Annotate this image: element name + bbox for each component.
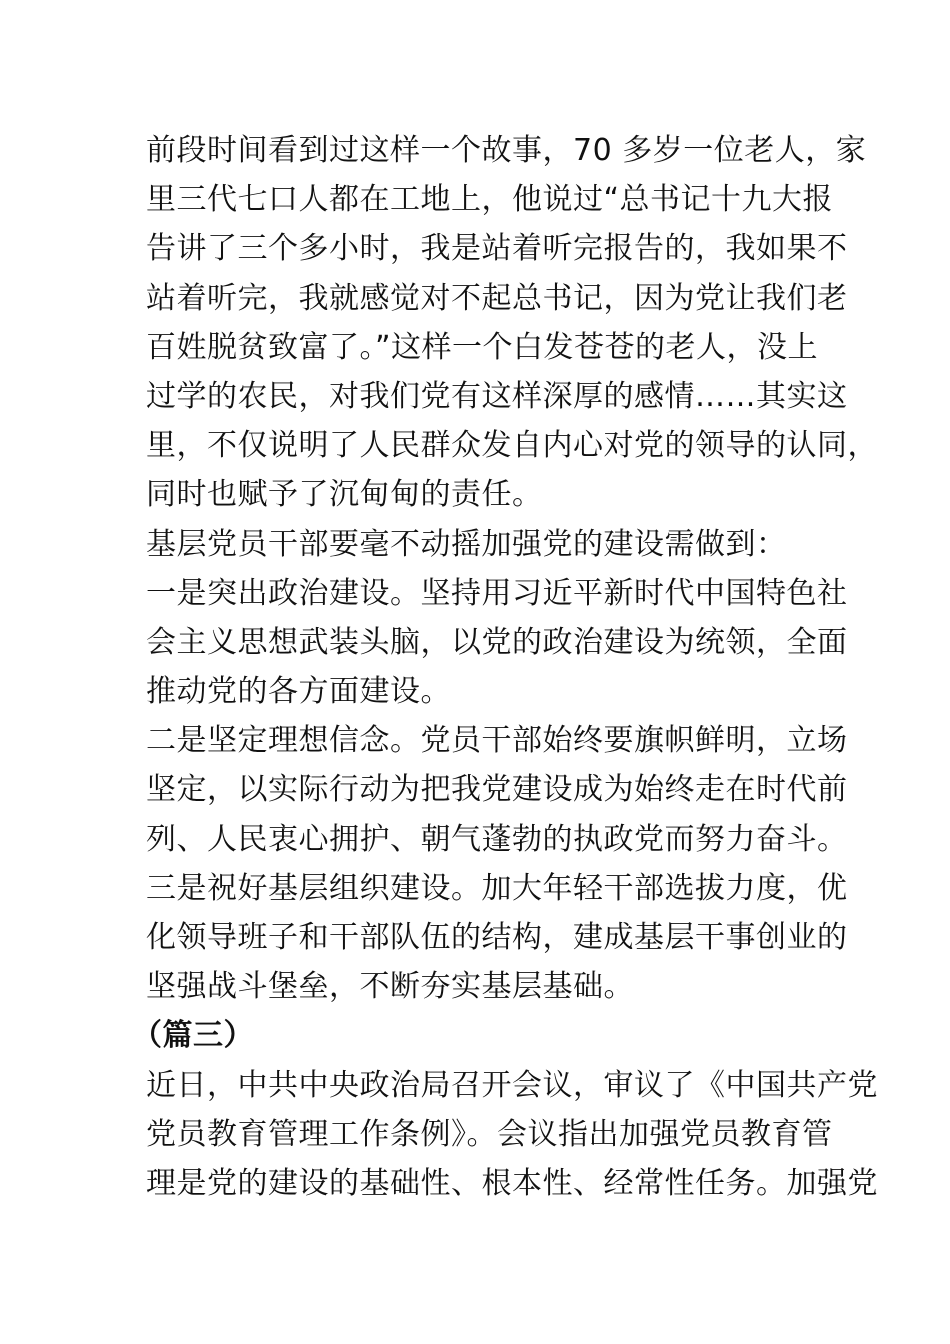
paragraph-line: 一是突出政治建设。坚持用习近平新时代中国特色社: [146, 575, 848, 611]
paragraph-line: 前段时间看到过这样一个故事，70 多岁一位老人，家: [146, 133, 867, 168]
paragraph-line: 化领导班子和干部队伍的结构，建成基层干事创业的: [146, 920, 848, 955]
paragraph-line: 告讲了三个多小时，我是站着听完报告的，我如果不: [146, 231, 848, 267]
document-body: [132, 126, 878, 1208]
paragraph-line: 基层党员干部要毫不动摇加强党的建设需做到：: [146, 526, 787, 562]
paragraph-line: 理是党的建设的基础性、根本性、经常性任务。加强党: [146, 1165, 878, 1201]
paragraph-line: 会主义思想武装头脑，以党的政治建设为统领，全面: [146, 624, 848, 660]
paragraph-line: 推动党的各方面建设。: [146, 674, 451, 710]
paragraph-line: 二是坚定理想信念。党员干部始终要旗帜鲜明，立场: [146, 723, 848, 759]
paragraph-line: 过学的农民，对我们党有这样深厚的感情……其实这: [146, 378, 848, 414]
section-heading: （篇三）: [132, 1018, 254, 1054]
paragraph-line: 坚强战斗堡垒，不断夯实基层基础。: [146, 969, 634, 1005]
paragraph-line: 坚定，以实际行动为把我党建设成为始终走在时代前: [146, 772, 848, 808]
paragraph-line: 站着听完，我就感觉对不起总书记，因为党让我们老: [146, 280, 848, 316]
paragraph-line: 三是祝好基层组织建设。加大年轻干部选拔力度，优: [146, 870, 848, 906]
paragraph-line: 党员教育管理工作条例》。会议指出加强党员教育管: [146, 1116, 833, 1152]
paragraph-line: 同时也赋予了沉甸甸的责任。: [146, 477, 543, 513]
paragraph-line: 近日，中共中央政治局召开会议，审议了《中国共产党: [146, 1067, 878, 1103]
paragraph-line: 百姓脱贫致富了。”这样一个白发苍苍的老人，没上: [146, 329, 819, 365]
paragraph-line: 列、人民衷心拥护、朝气蓬勃的执政党而努力奋斗。: [146, 821, 848, 857]
paragraph-line: 里三代七口人都在工地上，他说过“总书记十九大报: [146, 182, 834, 218]
paragraph-line: 里，不仅说明了人民群众发自内心对党的领导的认同，: [146, 428, 878, 464]
